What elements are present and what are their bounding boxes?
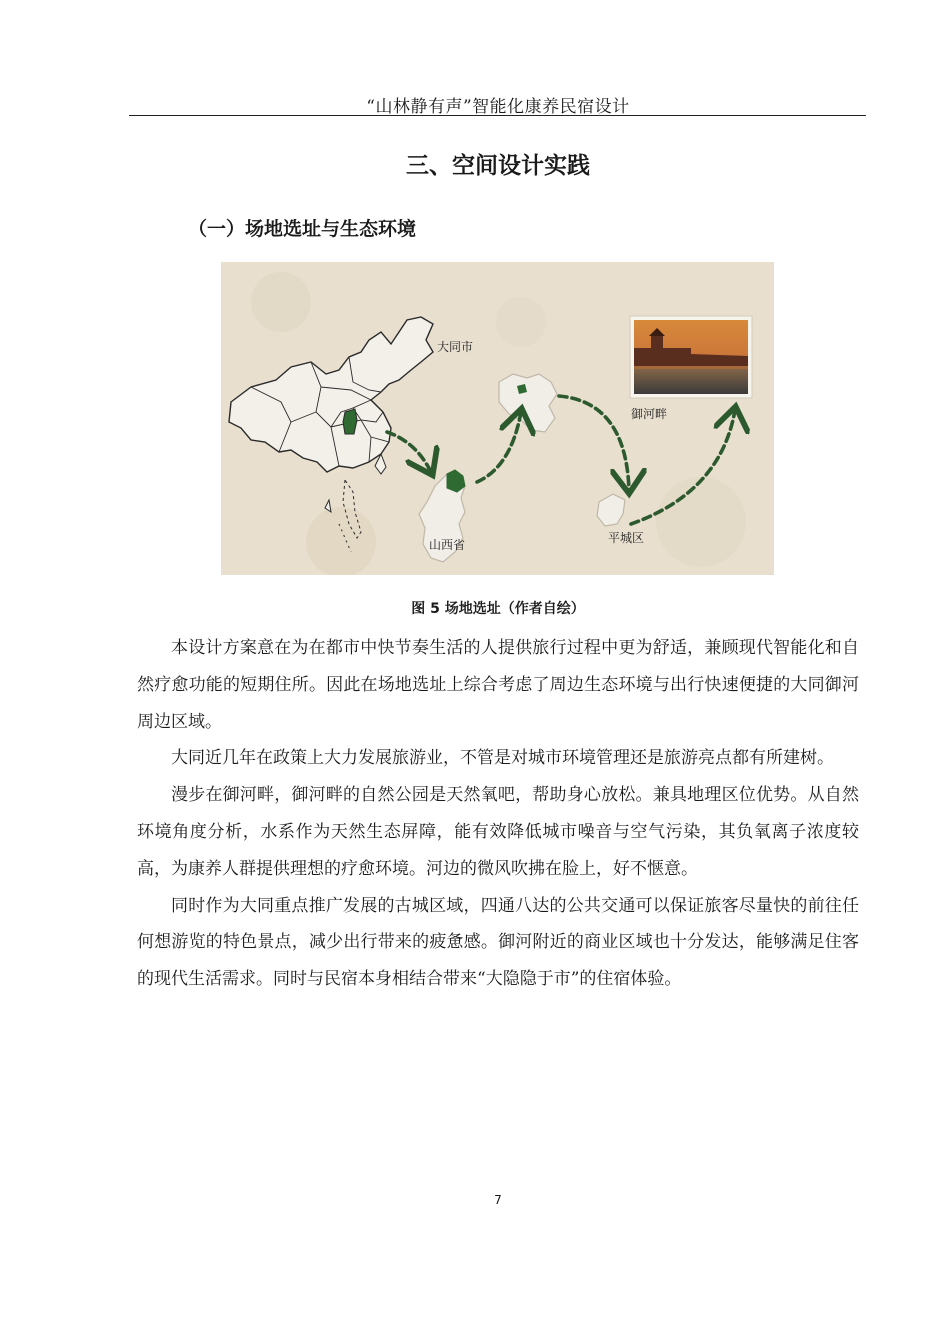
- figure-caption: 图 5 场地选址（作者自绘）: [411, 601, 585, 617]
- paragraph: 大同近几年在政策上大力发展旅游业，不管是对城市环境管理还是旅游亮点都有所建树。: [171, 748, 834, 769]
- label-pingcheng: 平城区: [608, 531, 645, 545]
- subsection-title: （一）场地选址与生态环境: [188, 218, 417, 240]
- running-header: “山林静有声”智能化康养民宿设计: [366, 97, 630, 117]
- body-text: [137, 630, 859, 998]
- paragraph: 同时作为大同重点推广发展的古城区域，四通八达的公共交通可以保证旅客尽量快的前往任何想游览的特色景点，减少出行带来的疲惫感。御河附近的商业区域也十分发达，能够满足住客的现代生活需求。同时与民宿本身相结合带来“大隐隐于市”的住宿体验。: [137, 895, 859, 990]
- page-number: 7: [494, 1193, 502, 1207]
- section-title: 三、空间设计实践: [406, 153, 590, 179]
- label-datong: 大同市: [437, 340, 474, 354]
- label-shanxi: 山西省: [429, 538, 466, 552]
- paragraph: 本设计方案意在为在都市中快节奏生活的人提供旅行过程中更为舒适，兼顾现代智能化和自然疗愈功能的短期住所。因此在场地选址上综合考虑了周边生态环境与出行快速便捷的大同御河周边区域。: [137, 638, 859, 732]
- header-rule: [129, 115, 866, 116]
- paragraph: 漫步在御河畔，御河畔的自然公园是天然氧吧，帮助身心放松。兼具地理区位优势。从自然环境角度分析，水系作为天然生态屏障，能有效降低城市噪音与空气污染，其负氧离子浓度较高，为康养人群提供理想的疗愈环境。河边的微风吹拂在脸上，好不惬意。: [137, 785, 859, 879]
- site-selection-figure: [221, 262, 774, 575]
- yuhepan-photo: [630, 316, 752, 398]
- label-yuhepan: 御河畔: [631, 407, 668, 421]
- site-map-illustration: [221, 262, 774, 575]
- shanxi-highlight-on-china: [343, 409, 357, 434]
